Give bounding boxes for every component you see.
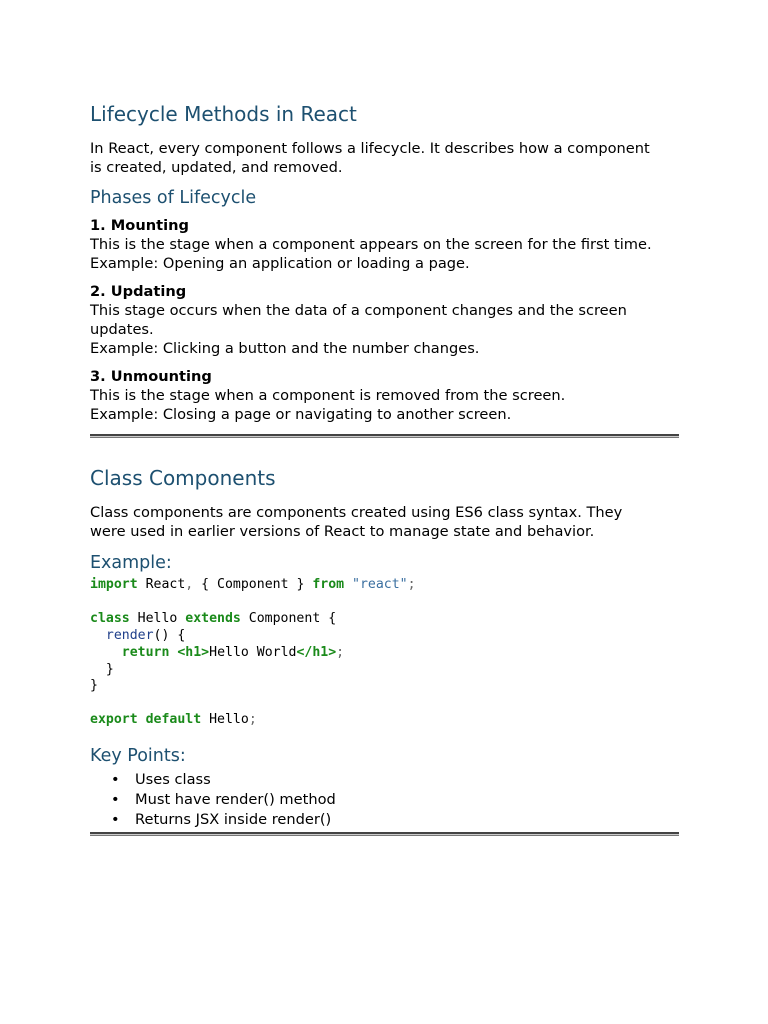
code-text: () { [153, 627, 186, 643]
bullet-icon: • [111, 771, 120, 789]
code-line: } [90, 678, 98, 694]
code-punctuation: ; [407, 577, 416, 592]
list-item [90, 790, 679, 810]
phase-line: This is the stage when a component is removed from the screen. [90, 387, 566, 404]
document-page [90, 100, 679, 836]
intro-line: Class components are components created using ES6 class syntax. They [90, 504, 623, 521]
phases-heading: Phases of Lifecycle [90, 188, 257, 208]
code-keyword: extends [185, 610, 241, 626]
phase-line: Example: Clicking a button and the number changes. [90, 340, 480, 357]
code-jsx-tag: </h1> [296, 644, 337, 660]
code-line [90, 628, 185, 643]
intro-line: In React, every component follows a lifecycle. It describes how a component [90, 140, 650, 157]
code-keyword: return [121, 644, 170, 660]
code-text: React [137, 577, 186, 592]
code-text: { Component } [193, 577, 313, 592]
horizontal-rule [90, 832, 679, 836]
code-text: Hello [201, 712, 249, 728]
phase-title: 1. Mounting [90, 217, 189, 234]
code-keyword: class [90, 610, 130, 626]
phase-line: updates. [90, 321, 154, 338]
phase-mounting [90, 217, 679, 273]
lifecycle-intro [90, 139, 679, 177]
list-item-text: Returns JSX inside render() [135, 811, 332, 829]
code-indent [90, 628, 106, 643]
code-punctuation: ; [248, 712, 257, 728]
code-function: render [105, 627, 154, 643]
list-item-text: Must have render() method [135, 791, 336, 809]
phase-title: 3. Unmounting [90, 368, 212, 385]
phase-line: This is the stage when a component appears on the screen for the first time. [90, 236, 652, 253]
key-points-list [90, 770, 679, 830]
phase-line: Example: Closing a page or navigating to another screen. [90, 406, 512, 423]
phase-line: Example: Opening an application or loading a page. [90, 255, 470, 272]
phase-unmounting [90, 368, 679, 424]
code-text: Component { [240, 610, 337, 626]
code-keyword: export [90, 712, 138, 728]
bullet-icon: • [111, 811, 120, 829]
code-line [90, 577, 416, 592]
code-punctuation: ; [336, 644, 345, 660]
code-indent [90, 645, 122, 660]
example-heading: Example: [90, 553, 172, 573]
code-line [90, 645, 344, 660]
list-item [90, 770, 679, 790]
code-jsx-tag: <h1> [177, 644, 210, 660]
code-text: Hello [129, 610, 186, 626]
code-line [90, 611, 336, 626]
phase-updating [90, 283, 679, 358]
section-title-lifecycle: Lifecycle Methods in React [90, 102, 357, 126]
code-keyword: default [145, 712, 202, 728]
code-line: } [90, 661, 114, 677]
phase-title: 2. Updating [90, 283, 187, 300]
list-item [90, 810, 679, 830]
bullet-icon: • [111, 791, 120, 809]
list-item-text: Uses class [135, 771, 211, 789]
key-points-heading: Key Points: [90, 746, 186, 767]
code-keyword: import [90, 577, 138, 592]
intro-line: is created, updated, and removed. [90, 159, 343, 176]
intro-line: were used in earlier versions of React to manage state and behavior. [90, 523, 595, 540]
section-title-class-components: Class Components [90, 466, 276, 490]
code-text: Hello World [209, 644, 297, 660]
class-components-intro [90, 503, 679, 541]
code-punctuation: , [185, 577, 194, 592]
code-block [90, 577, 679, 729]
code-string: "react" [352, 577, 408, 592]
code-line [90, 712, 257, 727]
phase-line: This stage occurs when the data of a component changes and the screen [90, 302, 627, 319]
code-keyword: from [312, 577, 345, 592]
